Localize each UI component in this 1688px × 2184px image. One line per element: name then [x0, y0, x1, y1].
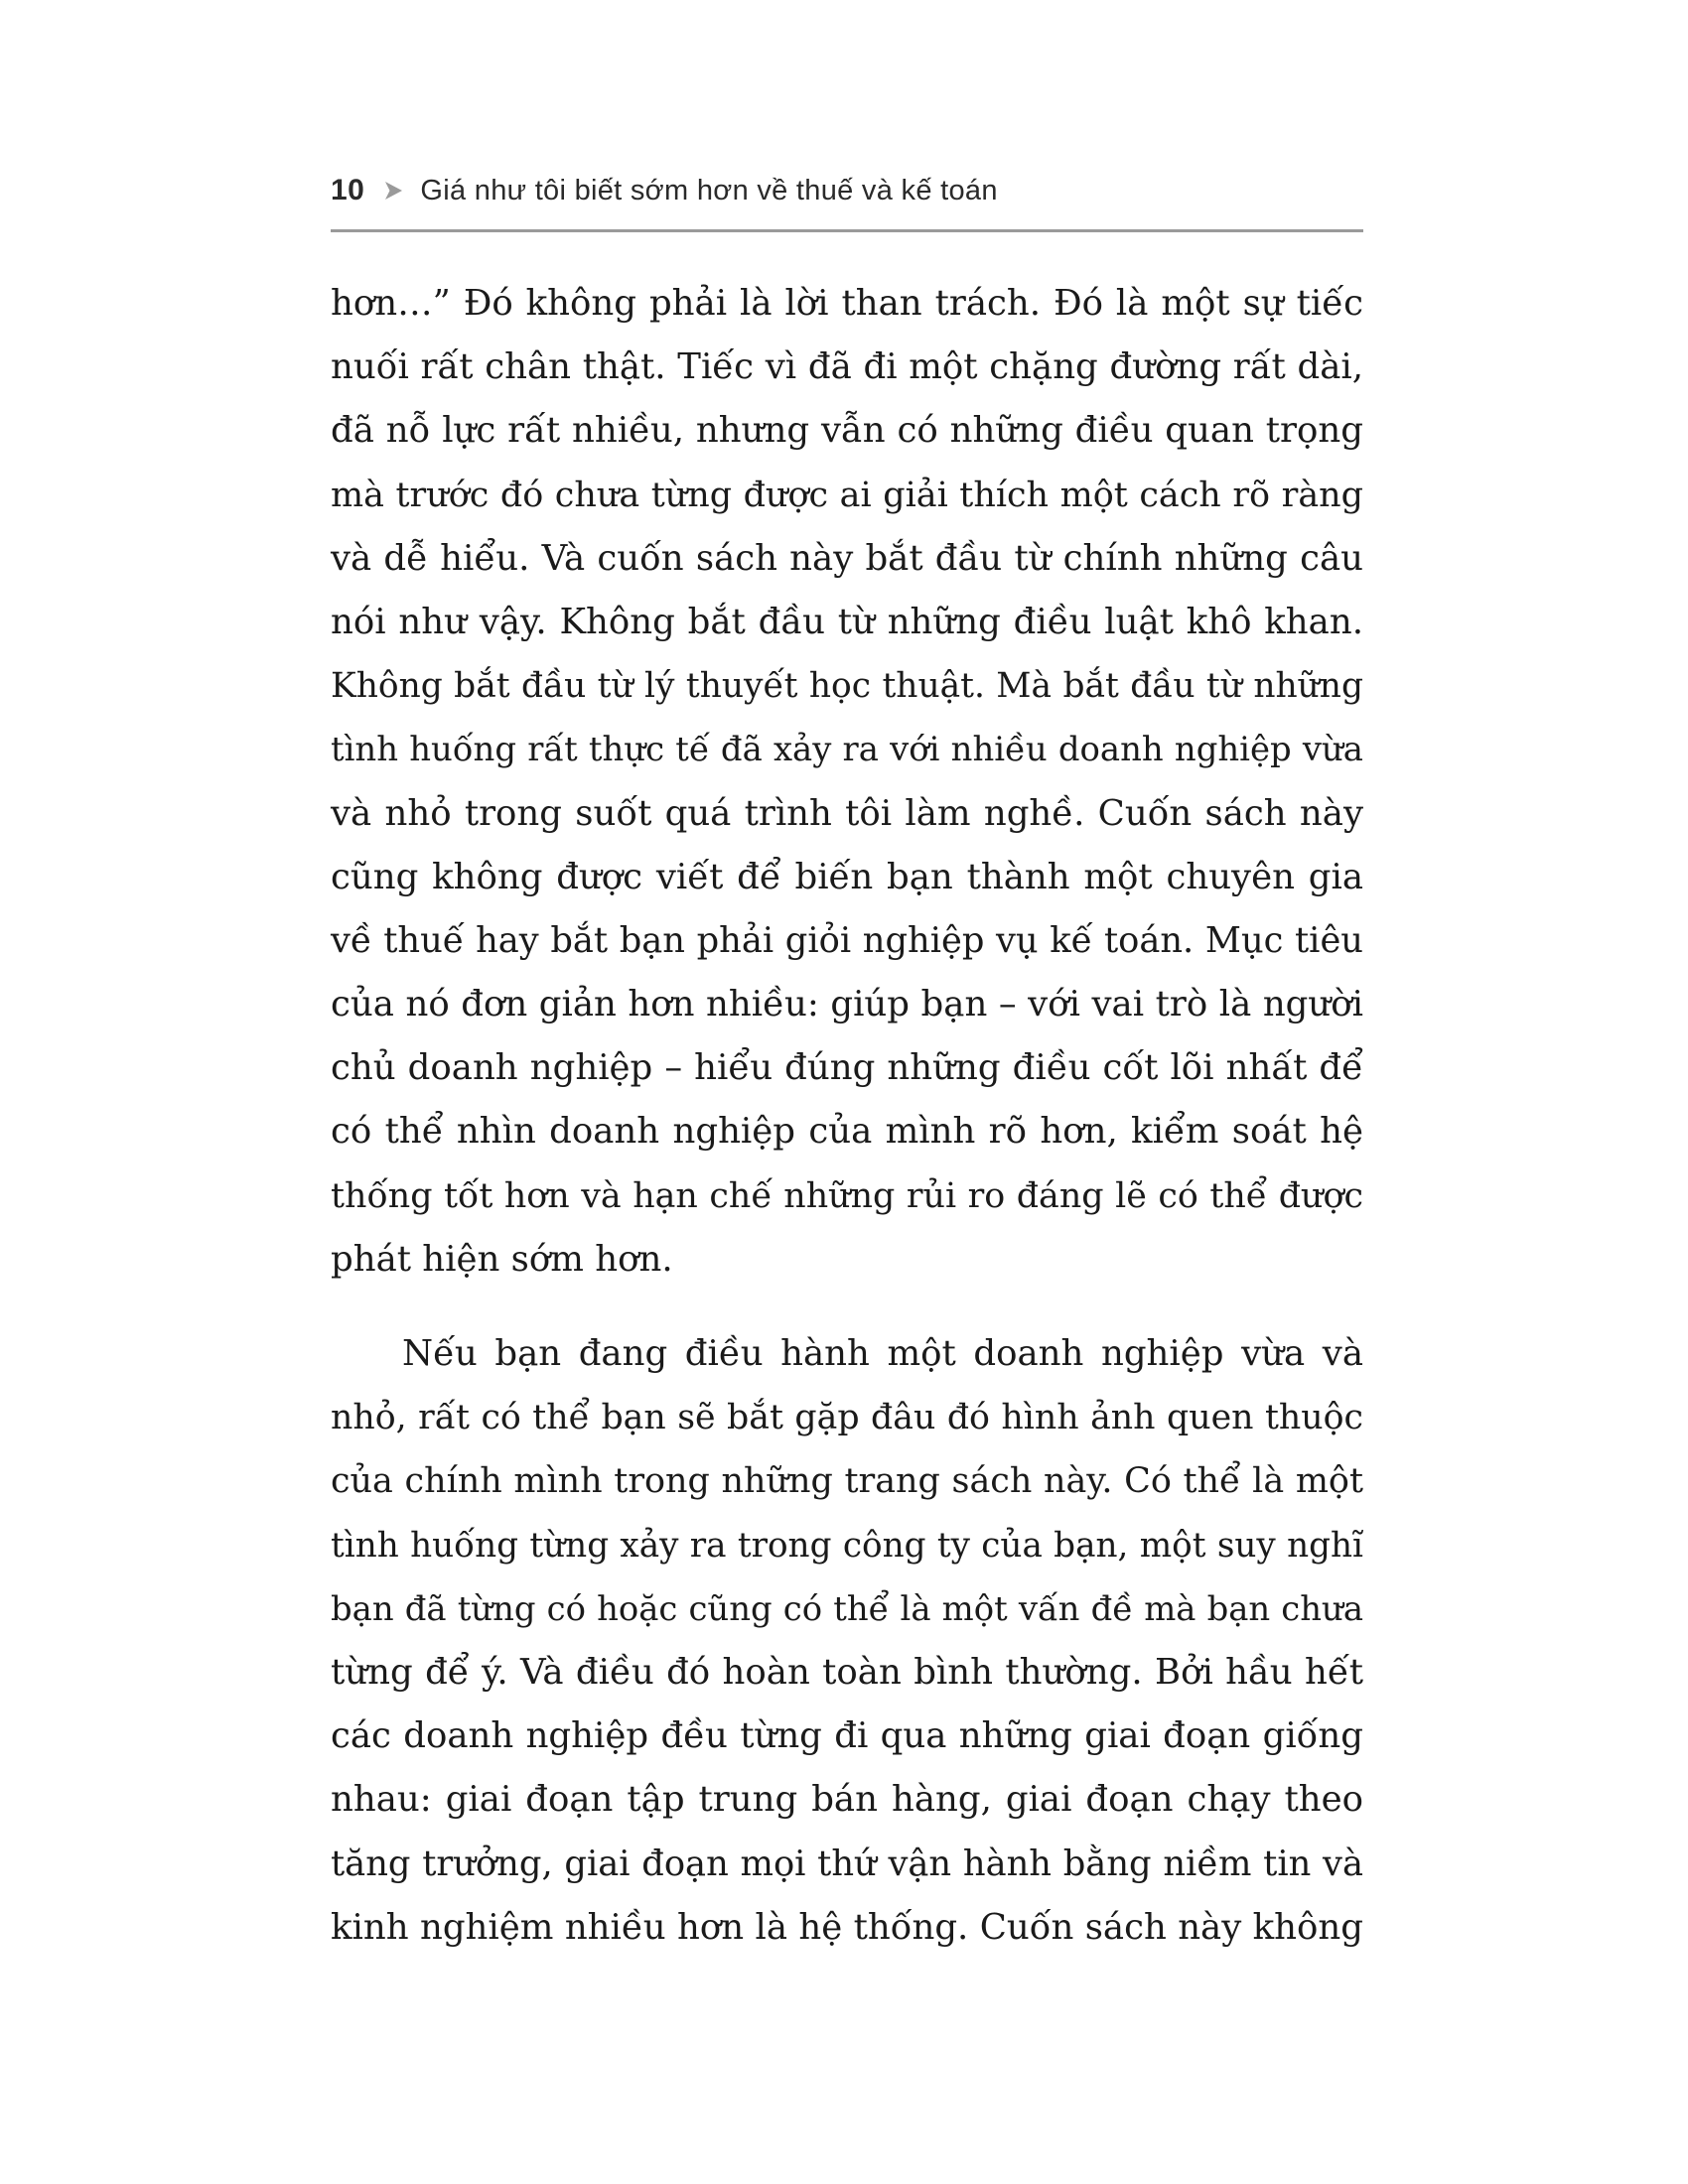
text-line: từng để ý. Và điều đó hoàn toàn bình thường. Bởi hầu hết	[331, 1651, 1363, 1693]
book-title: Giá như tôi biết sớm hơn về thuế và kế toán	[420, 174, 998, 206]
text-line: mà trước đó chưa từng được ai giải thích một cách rõ ràng	[331, 475, 1363, 515]
text-line: hơn…” Đó không phải là lời than trách. Đó là một sự tiếc	[331, 283, 1363, 324]
text-line: phát hiện sớm hơn.	[331, 1238, 673, 1280]
text-line: thống tốt hơn và hạn chế những rủi ro đáng lẽ có thể được	[331, 1175, 1363, 1216]
text-line: kinh nghiệm nhiều hơn là hệ thống. Cuốn sách này không	[331, 1906, 1363, 1948]
body-text	[331, 272, 1363, 1960]
running-header	[331, 171, 1363, 210]
text-line: cũng không được viết để biến bạn thành một chuyên gia	[331, 856, 1363, 897]
paragraph-gap	[331, 1292, 1363, 1322]
text-line: tình huống từng xảy ra trong công ty của bạn, một suy nghĩ	[331, 1525, 1363, 1566]
page-number: 10	[331, 174, 365, 206]
text-line: của nó đơn giản hơn nhiều: giúp bạn – với vai trò là người	[331, 984, 1363, 1025]
text-line: có thể nhìn doanh nghiệp của mình rõ hơn, kiểm soát hệ	[331, 1111, 1363, 1153]
text-line: nhau: giai đoạn tập trung bán hàng, giai đoạn chạy theo	[331, 1779, 1363, 1821]
text-line: chủ doanh nghiệp – hiểu đúng những điều cốt lõi nhất để	[331, 1047, 1363, 1089]
header-divider	[331, 229, 1363, 232]
text-line: nhỏ, rất có thể bạn sẽ bắt gặp đâu đó hình ảnh quen thuộc	[331, 1398, 1363, 1438]
text-line: Không bắt đầu từ lý thuyết học thuật. Mà bắt đầu từ những	[331, 666, 1363, 707]
text-line: bạn đã từng có hoặc cũng có thể là một vấn đề mà bạn chưa	[331, 1588, 1363, 1628]
text-line: nói như vậy. Không bắt đầu từ những điều luật khô khan.	[331, 601, 1363, 642]
text-line: tăng trưởng, giai đoạn mọi thứ vận hành bằng niềm tin và	[331, 1843, 1363, 1884]
text-line: và dễ hiểu. Và cuốn sách này bắt đầu từ chính những câu	[331, 537, 1363, 579]
text-line: về thuế hay bắt bạn phải giỏi nghiệp vụ kế toán. Mục tiêu	[331, 919, 1363, 961]
text-line: tình huống rất thực tế đã xảy ra với nhiều doanh nghiệp vừa	[331, 730, 1363, 769]
text-line: của chính mình trong những trang sách này. Có thể là một	[331, 1461, 1363, 1502]
text-line: đã nỗ lực rất nhiều, nhưng vẫn có những điều quan trọng	[331, 410, 1363, 452]
paragraph-1	[331, 272, 1363, 1292]
text-line: và nhỏ trong suốt quá trình tôi làm nghề. Cuốn sách này	[331, 792, 1363, 834]
text-line: Nếu bạn đang điều hành một doanh nghiệp vừa và	[402, 1333, 1363, 1374]
text-line: các doanh nghiệp đều từng đi qua những giai đoạn giống	[331, 1715, 1363, 1757]
paragraph-2	[331, 1322, 1363, 1960]
text-line: nuối rất chân thật. Tiếc vì đã đi một chặng đường rất dài,	[331, 346, 1363, 388]
triangle-right-icon	[380, 178, 406, 204]
